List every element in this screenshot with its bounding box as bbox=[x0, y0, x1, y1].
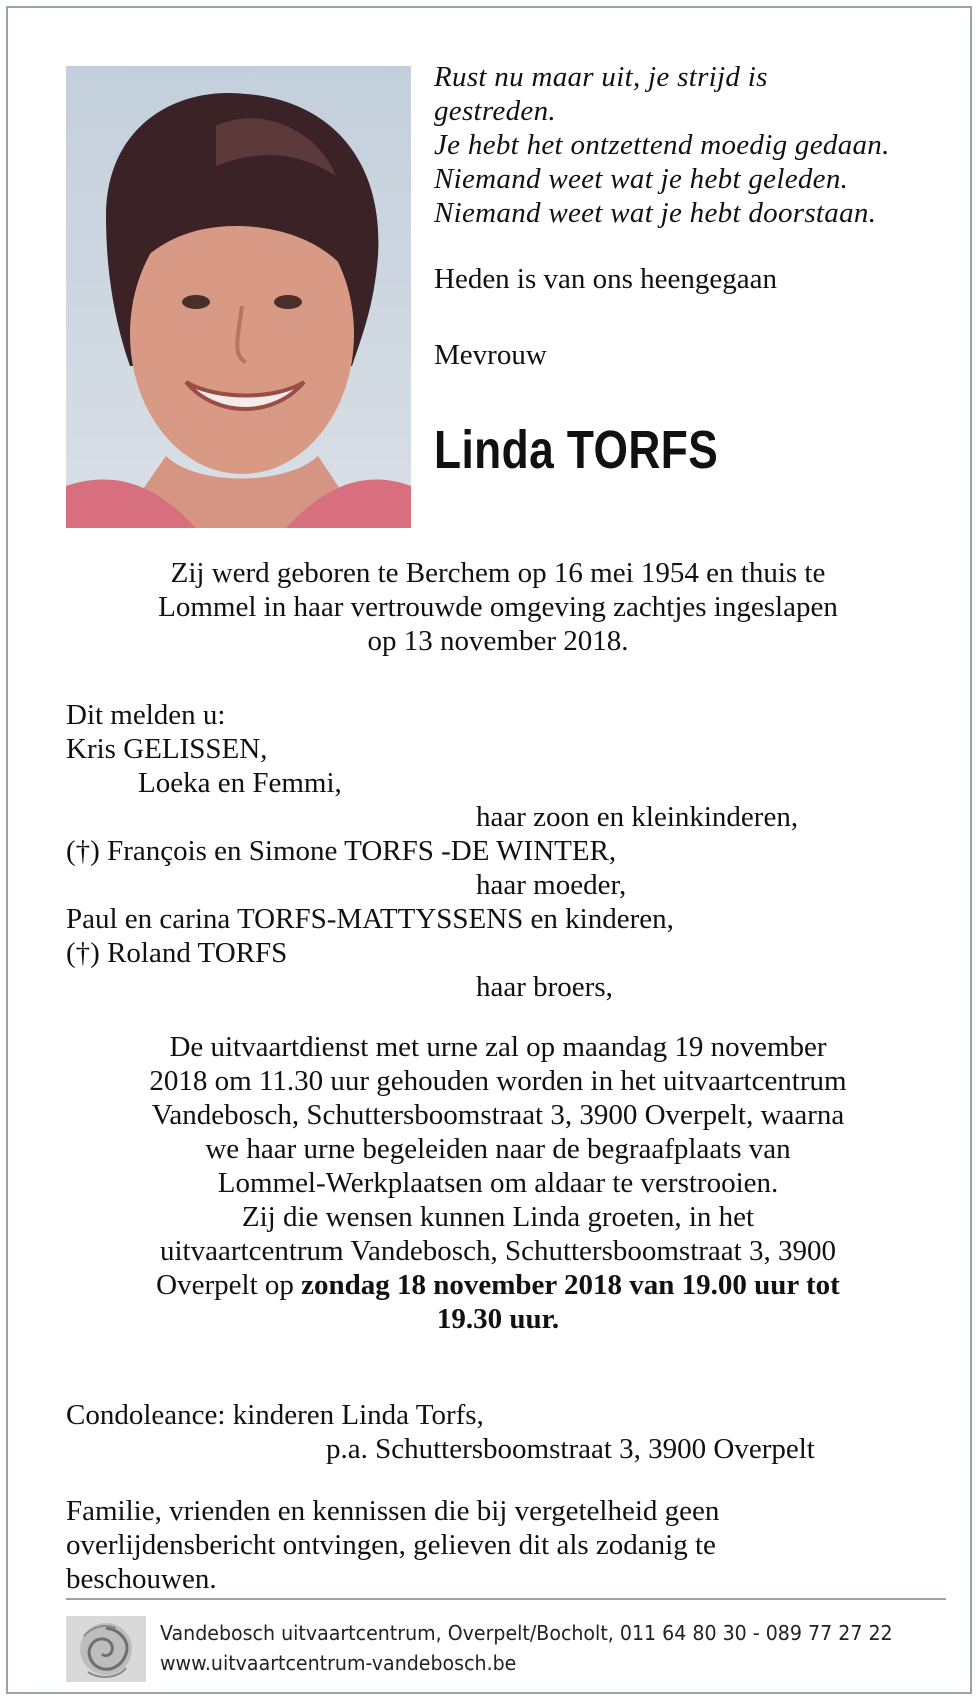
footer-contact: Vandebosch uitvaartcentrum, Overpelt/Bocholt, 011 64 80 30 - 089 77 27 22 bbox=[160, 1621, 893, 1645]
family-role: haar moeder, bbox=[476, 869, 627, 901]
poem-line: Je hebt het ontzettend moedig gedaan. bbox=[434, 129, 890, 161]
family-role: haar broers, bbox=[476, 971, 613, 1003]
poem-line: gestreden. bbox=[434, 95, 556, 127]
note-line: beschouwen. bbox=[66, 1563, 217, 1595]
service-line: 2018 om 11.30 uur gehouden worden in het uitvaartcentrum bbox=[149, 1065, 847, 1097]
family-member: Kris GELISSEN, bbox=[66, 733, 268, 765]
service-line: Vandebosch, Schuttersboomstraat 3, 3900 Overpelt, waarna bbox=[151, 1099, 845, 1131]
footer-divider bbox=[66, 1598, 946, 1600]
condolence-line: Condoleance: kinderen Linda Torfs, bbox=[66, 1399, 484, 1431]
footer-website: www.uitvaartcentrum-vandebosch.be bbox=[160, 1651, 517, 1675]
note-line: overlijdensbericht ontvingen, gelieven dit als zodanig te bbox=[66, 1529, 716, 1561]
family-role: haar zoon en kleinkinderen, bbox=[476, 801, 799, 833]
announce-line: Dit melden u: bbox=[66, 699, 226, 731]
family-member: (†) Roland TORFS bbox=[66, 937, 288, 969]
service-line: Lommel-Werkplaatsen om aldaar te verstrooien. bbox=[217, 1167, 779, 1199]
service-line: Zij die wensen kunnen Linda groeten, in het bbox=[241, 1201, 755, 1233]
service-line: uitvaartcentrum Vandebosch, Schuttersboomstraat 3, 3900 bbox=[160, 1235, 836, 1267]
intro-text: Heden is van ons heengegaan bbox=[434, 263, 778, 295]
rose-logo-icon bbox=[66, 1616, 146, 1682]
service-info bbox=[48, 1030, 948, 1336]
family-member: (†) François en Simone TORFS -DE WINTER, bbox=[66, 835, 617, 867]
condolence-address: p.a. Schuttersboomstraat 3, 3900 Overpelt bbox=[326, 1433, 815, 1465]
birth-line: op 13 november 2018. bbox=[367, 625, 629, 657]
closing-note bbox=[66, 1494, 946, 1596]
birth-death-text bbox=[48, 556, 948, 658]
visit-time-end: 19.30 uur. bbox=[436, 1303, 560, 1335]
funeral-home-footer bbox=[160, 1618, 920, 1678]
poem-line: Niemand weet wat je hebt doorstaan. bbox=[434, 197, 877, 229]
visit-line-end bbox=[48, 1302, 948, 1336]
poem bbox=[434, 60, 954, 230]
birth-line: Zij werd geboren te Berchem op 16 mei 1954 en thuis te bbox=[170, 557, 826, 589]
honorific: Mevrouw bbox=[434, 339, 547, 371]
family-list bbox=[66, 698, 946, 1004]
visit-prefix: Overpelt op bbox=[156, 1269, 302, 1301]
birth-line: Lommel in haar vertrouwde omgeving zachtjes ingeslapen bbox=[158, 591, 838, 623]
visit-time: zondag 18 november 2018 van 19.00 uur tot bbox=[301, 1269, 840, 1301]
service-line: De uitvaartdienst met urne zal op maandag 19 november bbox=[169, 1031, 827, 1063]
poem-line: Niemand weet wat je hebt geleden. bbox=[434, 163, 849, 195]
deceased-name: Linda TORFS bbox=[434, 420, 719, 480]
portrait-image bbox=[66, 66, 411, 528]
portrait-photo bbox=[66, 66, 411, 528]
service-line: we haar urne begeleiden naar de begraafplaats van bbox=[205, 1133, 791, 1165]
visit-line bbox=[48, 1268, 948, 1302]
family-member: Paul en carina TORFS-MATTYSSENS en kinderen, bbox=[66, 903, 674, 935]
family-member: Loeka en Femmi, bbox=[138, 767, 342, 799]
condolence bbox=[66, 1398, 946, 1466]
poem-line: Rust nu maar uit, je strijd is bbox=[434, 61, 768, 93]
note-line: Familie, vrienden en kennissen die bij vergetelheid geen bbox=[66, 1495, 720, 1527]
obituary-card bbox=[6, 6, 972, 1694]
